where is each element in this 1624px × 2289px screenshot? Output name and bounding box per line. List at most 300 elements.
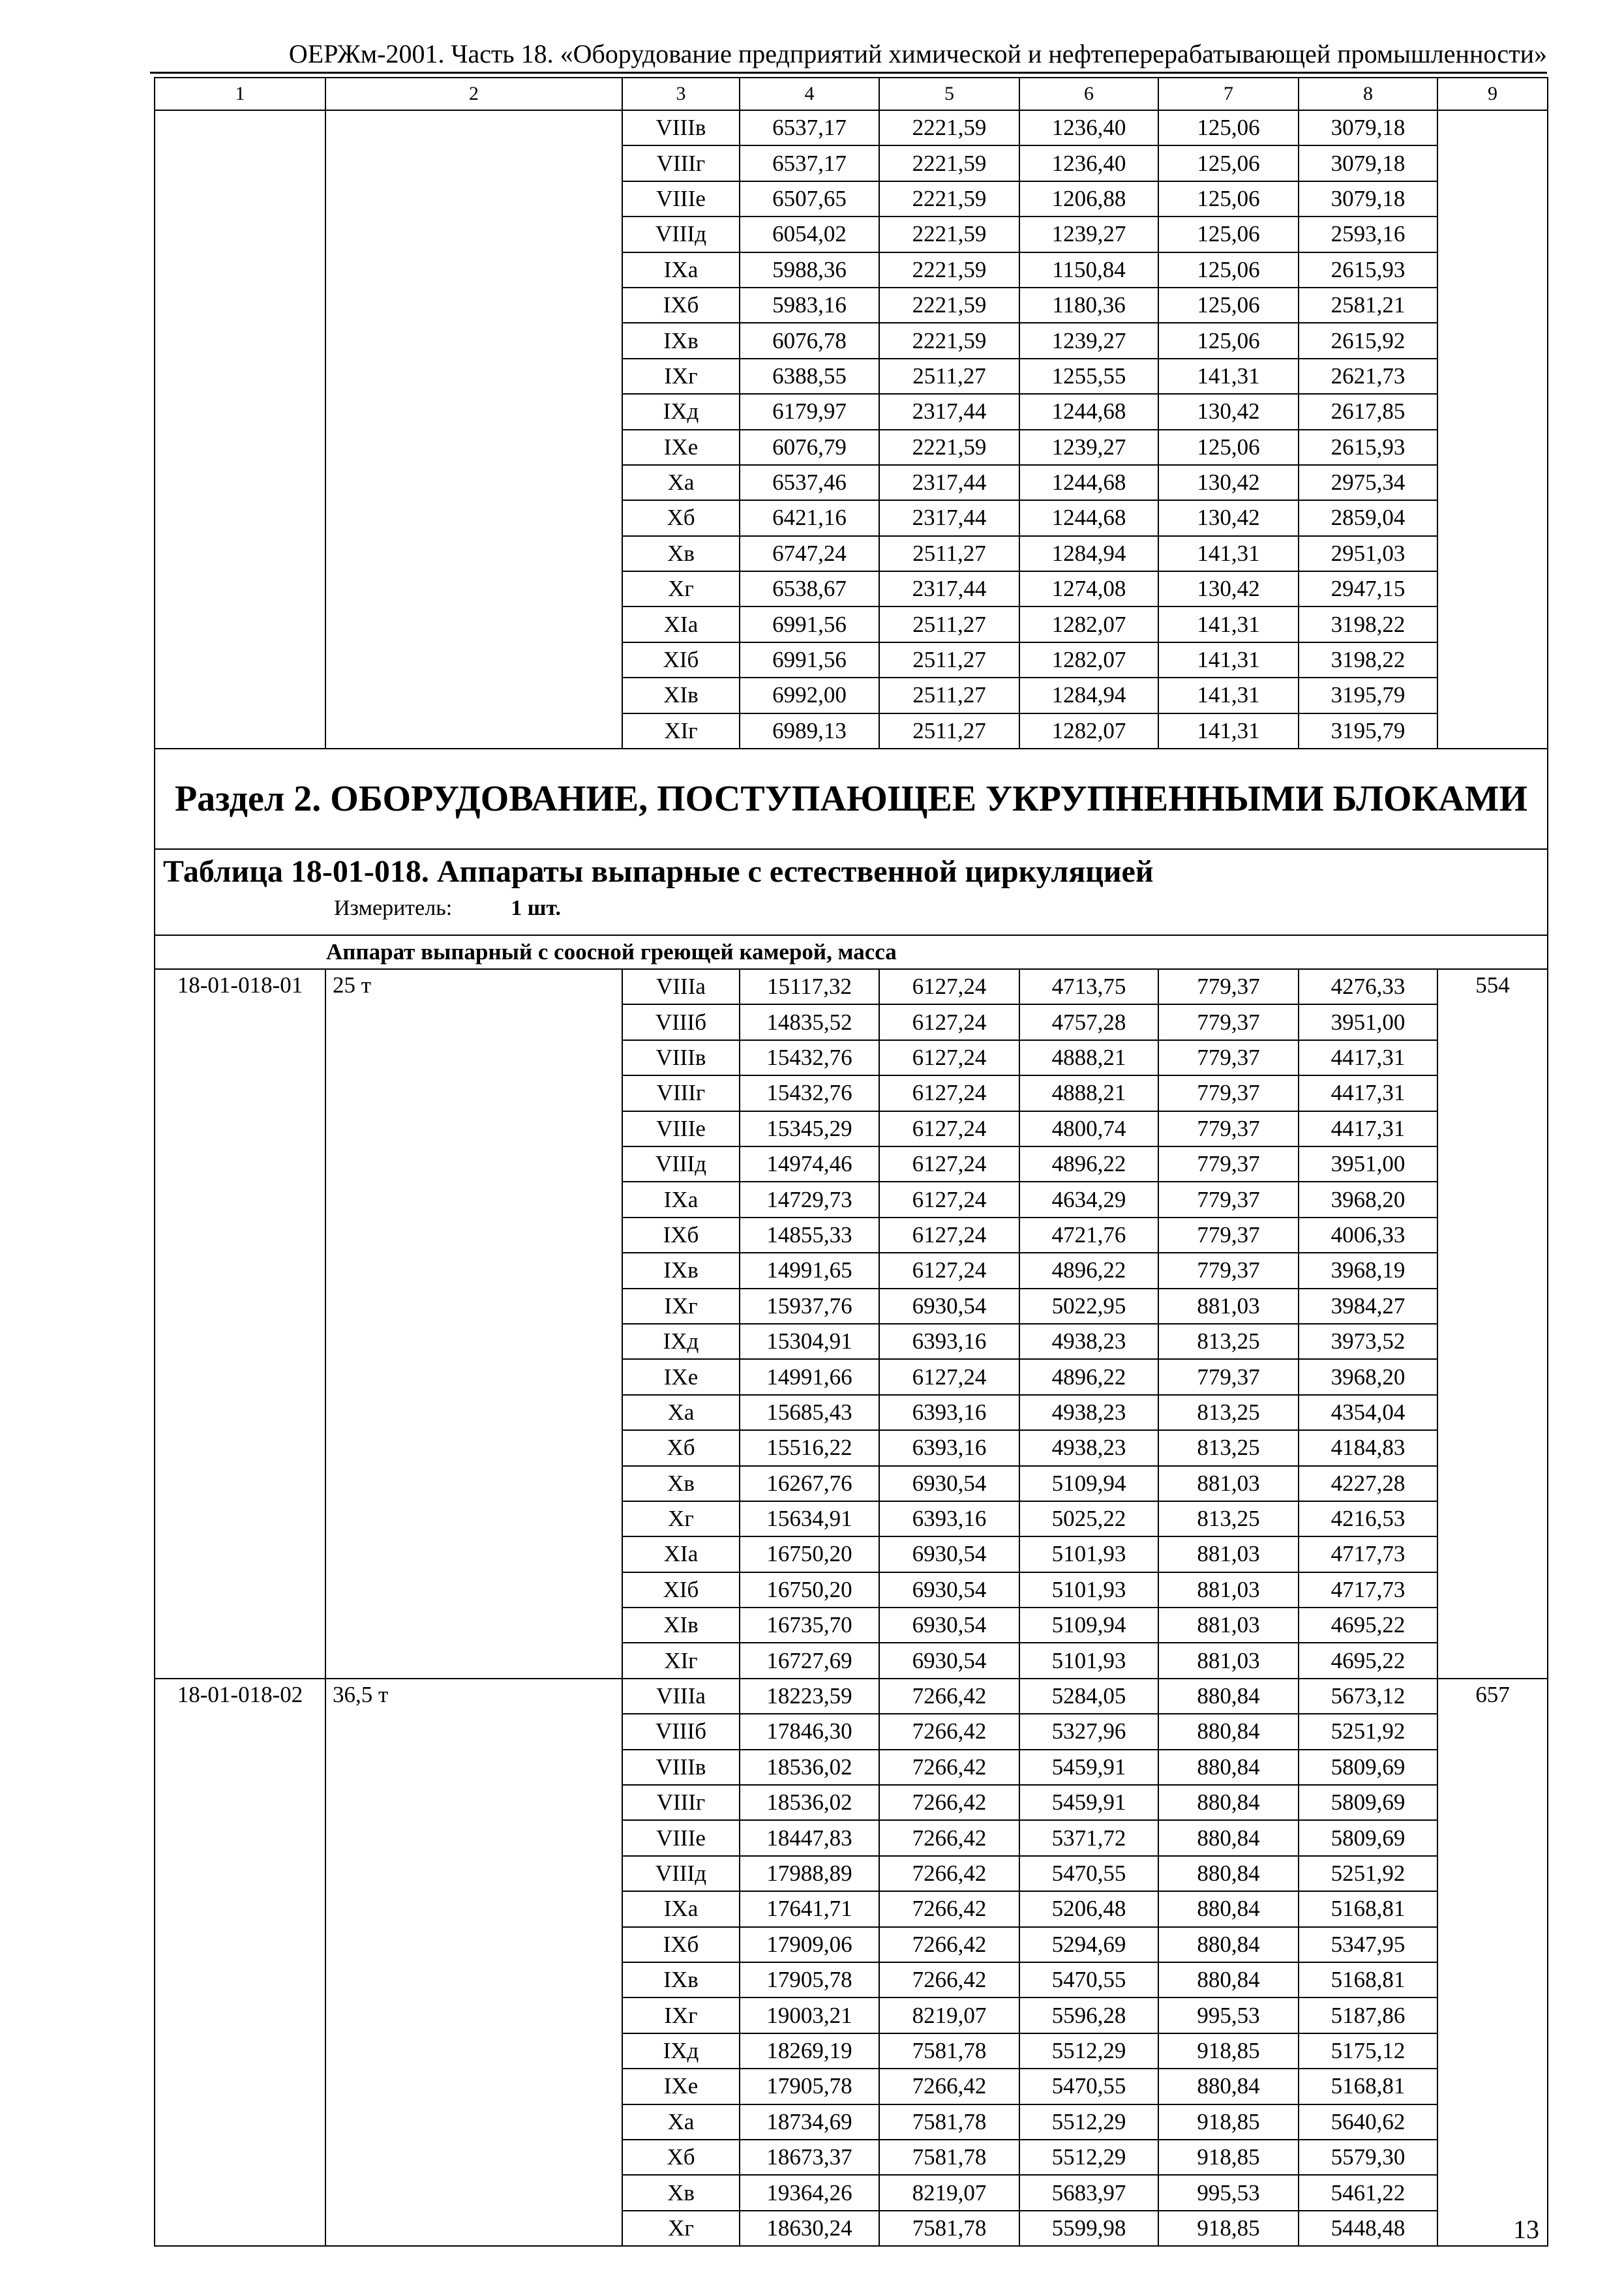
value-cell: 6393,16 [879, 1324, 1019, 1359]
value-cell: 6991,56 [740, 606, 879, 642]
value-cell: 813,25 [1158, 1324, 1299, 1359]
value-cell: 5470,55 [1019, 1856, 1158, 1891]
value-cell: 2221,59 [879, 323, 1019, 358]
value-cell: 2615,93 [1299, 252, 1437, 288]
value-cell: 3968,20 [1299, 1359, 1437, 1394]
value-cell: 6393,16 [879, 1395, 1019, 1430]
value-cell: 3951,00 [1299, 1004, 1437, 1040]
value-cell: 4713,75 [1019, 969, 1158, 1004]
table-row [155, 1679, 1548, 1714]
region-cell: IXг [622, 1289, 740, 1324]
value-cell: 779,37 [1158, 1146, 1299, 1182]
value-cell: 6127,24 [879, 1182, 1019, 1217]
value-cell: 880,84 [1158, 1856, 1299, 1891]
value-cell: 141,31 [1158, 606, 1299, 642]
column-number: 7 [1158, 78, 1299, 110]
value-cell: 6127,24 [879, 1218, 1019, 1253]
value-cell: 15432,76 [740, 1040, 879, 1075]
region-cell: VIIIд [622, 1856, 740, 1891]
region-cell: XIв [622, 1608, 740, 1643]
region-cell: VIIIа [622, 969, 740, 1004]
value-cell: 5512,29 [1019, 2033, 1158, 2069]
value-cell: 14729,73 [740, 1182, 879, 1217]
value-cell: 6127,24 [879, 1111, 1019, 1146]
value-cell: 813,25 [1158, 1501, 1299, 1536]
value-cell: 5101,93 [1019, 1572, 1158, 1608]
table-subtitle: Аппарат выпарный с соосной греющей камерой, масса [155, 935, 1548, 969]
value-cell: 5347,95 [1299, 1927, 1437, 1962]
value-cell: 14991,65 [740, 1253, 879, 1288]
value-cell: 3079,18 [1299, 181, 1437, 217]
value-cell: 880,84 [1158, 1962, 1299, 1997]
value-cell: 779,37 [1158, 969, 1299, 1004]
value-cell: 7266,42 [879, 1785, 1019, 1820]
value-cell: 6393,16 [879, 1501, 1019, 1536]
value-cell: 880,84 [1158, 2069, 1299, 2104]
region-cell: IXб [622, 288, 740, 323]
value-cell: 3984,27 [1299, 1289, 1437, 1324]
value-cell: 125,06 [1158, 181, 1299, 217]
value-cell: 6127,24 [879, 1253, 1019, 1288]
region-cell: VIIIв [622, 110, 740, 145]
col9-cell [1437, 110, 1548, 749]
value-cell: 3198,22 [1299, 606, 1437, 642]
value-cell: 3079,18 [1299, 110, 1437, 145]
value-cell: 880,84 [1158, 1750, 1299, 1785]
region-cell: IXа [622, 1182, 740, 1217]
value-cell: 3968,20 [1299, 1182, 1437, 1217]
region-cell: IXе [622, 2069, 740, 2104]
item-col9: 554 [1437, 969, 1548, 1679]
value-cell: 125,06 [1158, 288, 1299, 323]
value-cell: 19003,21 [740, 1997, 879, 2033]
value-cell: 2615,92 [1299, 323, 1437, 358]
value-cell: 1206,88 [1019, 181, 1158, 217]
value-cell: 881,03 [1158, 1608, 1299, 1643]
value-cell: 779,37 [1158, 1218, 1299, 1253]
value-cell: 1236,40 [1019, 110, 1158, 145]
table-title: Таблица 18-01-018. Аппараты выпарные с естественной циркуляцией [163, 854, 1154, 890]
region-cell: Xа [622, 1395, 740, 1430]
value-cell: 881,03 [1158, 1466, 1299, 1501]
region-cell: XIв [622, 678, 740, 713]
value-cell: 1236,40 [1019, 145, 1158, 181]
value-cell: 5371,72 [1019, 1820, 1158, 1855]
region-cell: VIIIа [622, 1679, 740, 1714]
value-cell: 15937,76 [740, 1289, 879, 1324]
value-cell: 4938,23 [1019, 1324, 1158, 1359]
value-cell: 7581,78 [879, 2140, 1019, 2175]
value-cell: 2221,59 [879, 181, 1019, 217]
value-cell: 880,84 [1158, 1891, 1299, 1926]
value-cell: 141,31 [1158, 678, 1299, 713]
item-mass: 36,5 т [325, 1679, 622, 2246]
value-cell: 6076,78 [740, 323, 879, 358]
value-cell: 1239,27 [1019, 217, 1158, 252]
value-cell: 2317,44 [879, 394, 1019, 429]
value-cell: 4695,22 [1299, 1643, 1437, 1678]
value-cell: 7266,42 [879, 1679, 1019, 1714]
item-code: 18-01-018-02 [155, 1679, 325, 2246]
value-cell: 16750,20 [740, 1536, 879, 1572]
value-cell: 5284,05 [1019, 1679, 1158, 1714]
value-cell: 2511,27 [879, 642, 1019, 678]
value-cell: 995,53 [1158, 1997, 1299, 2033]
value-cell: 6537,17 [740, 145, 879, 181]
column-number: 1 [155, 78, 325, 110]
value-cell: 6930,54 [879, 1608, 1019, 1643]
value-cell: 3198,22 [1299, 642, 1437, 678]
value-cell: 2317,44 [879, 500, 1019, 535]
region-cell: IXа [622, 252, 740, 288]
value-cell: 2617,85 [1299, 394, 1437, 429]
value-cell: 6989,13 [740, 713, 879, 749]
region-cell: IXг [622, 1997, 740, 2033]
region-cell: VIIIе [622, 181, 740, 217]
value-cell: 8219,07 [879, 2175, 1019, 2210]
value-cell: 6747,24 [740, 536, 879, 571]
value-cell: 1239,27 [1019, 430, 1158, 465]
value-cell: 5809,69 [1299, 1820, 1437, 1855]
region-cell: IXб [622, 1927, 740, 1962]
value-cell: 6992,00 [740, 678, 879, 713]
region-cell: XIа [622, 606, 740, 642]
value-cell: 4938,23 [1019, 1395, 1158, 1430]
value-cell: 5673,12 [1299, 1679, 1437, 1714]
value-cell: 3079,18 [1299, 145, 1437, 181]
value-cell: 2511,27 [879, 536, 1019, 571]
region-cell: IXе [622, 430, 740, 465]
region-cell: XIг [622, 713, 740, 749]
value-cell: 7266,42 [879, 1962, 1019, 1997]
value-cell: 1255,55 [1019, 359, 1158, 394]
item-mass: 25 т [325, 969, 622, 1679]
region-cell: IXг [622, 359, 740, 394]
value-cell: 4757,28 [1019, 1004, 1158, 1040]
column-number-row [155, 78, 1548, 110]
value-cell: 2951,03 [1299, 536, 1437, 571]
value-cell: 4695,22 [1299, 1608, 1437, 1643]
region-cell: IXд [622, 2033, 740, 2069]
value-cell: 2975,34 [1299, 465, 1437, 500]
region-cell: Xб [622, 1430, 740, 1465]
region-cell: Xб [622, 500, 740, 535]
value-cell: 2859,04 [1299, 500, 1437, 535]
value-cell: 813,25 [1158, 1430, 1299, 1465]
table-row [155, 110, 1548, 145]
measure-label: Измеритель: [334, 896, 453, 921]
value-cell: 4721,76 [1019, 1218, 1158, 1253]
value-cell: 3968,19 [1299, 1253, 1437, 1288]
value-cell: 779,37 [1158, 1040, 1299, 1075]
value-cell: 6388,55 [740, 359, 879, 394]
value-cell: 4417,31 [1299, 1040, 1437, 1075]
value-cell: 779,37 [1158, 1075, 1299, 1111]
value-cell: 2593,16 [1299, 217, 1437, 252]
value-cell: 15432,76 [740, 1075, 879, 1111]
value-cell: 2615,93 [1299, 430, 1437, 465]
value-cell: 15345,29 [740, 1111, 879, 1146]
value-cell: 16727,69 [740, 1643, 879, 1678]
value-cell: 779,37 [1158, 1253, 1299, 1288]
value-cell: 5206,48 [1019, 1891, 1158, 1926]
region-cell: Xв [622, 2175, 740, 2210]
column-number: 6 [1019, 78, 1158, 110]
value-cell: 15516,22 [740, 1430, 879, 1465]
value-cell: 6930,54 [879, 1572, 1019, 1608]
value-cell: 5109,94 [1019, 1466, 1158, 1501]
value-cell: 7581,78 [879, 2033, 1019, 2069]
value-cell: 5101,93 [1019, 1643, 1158, 1678]
value-cell: 4896,22 [1019, 1146, 1158, 1182]
value-cell: 130,42 [1158, 571, 1299, 606]
value-cell: 1284,94 [1019, 536, 1158, 571]
value-cell: 5683,97 [1019, 2175, 1158, 2210]
value-cell: 6507,65 [740, 181, 879, 217]
column-number: 9 [1437, 78, 1548, 110]
value-cell: 880,84 [1158, 1927, 1299, 1962]
value-cell: 141,31 [1158, 642, 1299, 678]
value-cell: 14855,33 [740, 1218, 879, 1253]
price-table [154, 77, 1548, 2247]
region-cell: Xв [622, 536, 740, 571]
value-cell: 6537,46 [740, 465, 879, 500]
value-cell: 6179,97 [740, 394, 879, 429]
value-cell: 779,37 [1158, 1359, 1299, 1394]
value-cell: 8219,07 [879, 1997, 1019, 2033]
value-cell: 2317,44 [879, 465, 1019, 500]
value-cell: 918,85 [1158, 2104, 1299, 2140]
value-cell: 2947,15 [1299, 571, 1437, 606]
value-cell: 4634,29 [1019, 1182, 1158, 1217]
value-cell: 1282,07 [1019, 713, 1158, 749]
value-cell: 17846,30 [740, 1714, 879, 1749]
value-cell: 2317,44 [879, 571, 1019, 606]
value-cell: 14974,46 [740, 1146, 879, 1182]
value-cell: 130,42 [1158, 465, 1299, 500]
region-cell: XIг [622, 1643, 740, 1678]
value-cell: 4938,23 [1019, 1430, 1158, 1465]
region-cell: IXд [622, 1324, 740, 1359]
section-row [155, 749, 1548, 849]
mass-cell [325, 110, 622, 749]
value-cell: 1282,07 [1019, 606, 1158, 642]
value-cell: 7266,42 [879, 2069, 1019, 2104]
region-cell: VIIIе [622, 1111, 740, 1146]
region-cell: VIIIд [622, 1146, 740, 1182]
value-cell: 5512,29 [1019, 2104, 1158, 2140]
value-cell: 125,06 [1158, 252, 1299, 288]
value-cell: 881,03 [1158, 1536, 1299, 1572]
value-cell: 18630,24 [740, 2211, 879, 2246]
value-cell: 18269,19 [740, 2033, 879, 2069]
value-cell: 881,03 [1158, 1643, 1299, 1678]
value-cell: 1244,68 [1019, 394, 1158, 429]
region-cell: IXд [622, 394, 740, 429]
region-cell: VIIIд [622, 217, 740, 252]
value-cell: 5461,22 [1299, 2175, 1437, 2210]
value-cell: 5809,69 [1299, 1785, 1437, 1820]
value-cell: 6930,54 [879, 1536, 1019, 1572]
value-cell: 918,85 [1158, 2140, 1299, 2175]
column-number: 3 [622, 78, 740, 110]
value-cell: 5512,29 [1019, 2140, 1158, 2175]
value-cell: 6127,24 [879, 1359, 1019, 1394]
value-cell: 2621,73 [1299, 359, 1437, 394]
value-cell: 5187,86 [1299, 1997, 1437, 2033]
value-cell: 18447,83 [740, 1820, 879, 1855]
value-cell: 5327,96 [1019, 1714, 1158, 1749]
value-cell: 6393,16 [879, 1430, 1019, 1465]
table-title-row [155, 849, 1548, 935]
value-cell: 15685,43 [740, 1395, 879, 1430]
value-cell: 5596,28 [1019, 1997, 1158, 2033]
value-cell: 5459,91 [1019, 1785, 1158, 1820]
value-cell: 5168,81 [1299, 1891, 1437, 1926]
region-cell: Xа [622, 465, 740, 500]
value-cell: 5459,91 [1019, 1750, 1158, 1785]
value-cell: 18536,02 [740, 1750, 879, 1785]
value-cell: 6930,54 [879, 1643, 1019, 1678]
value-cell: 6054,02 [740, 217, 879, 252]
value-cell: 813,25 [1158, 1395, 1299, 1430]
value-cell: 1284,94 [1019, 678, 1158, 713]
region-cell: Xв [622, 1466, 740, 1501]
region-cell: Xг [622, 571, 740, 606]
region-cell: Xг [622, 2211, 740, 2246]
value-cell: 5175,12 [1299, 2033, 1437, 2069]
value-cell: 7266,42 [879, 1750, 1019, 1785]
value-cell: 7266,42 [879, 1820, 1019, 1855]
value-cell: 5101,93 [1019, 1536, 1158, 1572]
subtitle-row [155, 935, 1548, 969]
value-cell: 16735,70 [740, 1608, 879, 1643]
value-cell: 17909,06 [740, 1927, 879, 1962]
region-cell: VIIIв [622, 1040, 740, 1075]
value-cell: 918,85 [1158, 2211, 1299, 2246]
value-cell: 1180,36 [1019, 288, 1158, 323]
value-cell: 18536,02 [740, 1785, 879, 1820]
value-cell: 17905,78 [740, 2069, 879, 2104]
value-cell: 3195,79 [1299, 713, 1437, 749]
value-cell: 16750,20 [740, 1572, 879, 1608]
item-code: 18-01-018-01 [155, 969, 325, 1679]
value-cell: 141,31 [1158, 536, 1299, 571]
value-cell: 4717,73 [1299, 1572, 1437, 1608]
value-cell: 5640,62 [1299, 2104, 1437, 2140]
column-number: 2 [325, 78, 622, 110]
value-cell: 7266,42 [879, 1856, 1019, 1891]
value-cell: 6538,67 [740, 571, 879, 606]
value-cell: 881,03 [1158, 1289, 1299, 1324]
value-cell: 779,37 [1158, 1004, 1299, 1040]
value-cell: 7581,78 [879, 2211, 1019, 2246]
header-rule [150, 72, 1547, 74]
value-cell: 2221,59 [879, 110, 1019, 145]
value-cell: 5470,55 [1019, 2069, 1158, 2104]
value-cell: 4888,21 [1019, 1040, 1158, 1075]
region-cell: XIа [622, 1536, 740, 1572]
value-cell: 4006,33 [1299, 1218, 1437, 1253]
region-cell: XIб [622, 1572, 740, 1608]
value-cell: 2221,59 [879, 288, 1019, 323]
value-cell: 5988,36 [740, 252, 879, 288]
value-cell: 125,06 [1158, 145, 1299, 181]
value-cell: 3973,52 [1299, 1324, 1437, 1359]
region-cell: IXе [622, 1359, 740, 1394]
region-cell: XIб [622, 642, 740, 678]
value-cell: 4717,73 [1299, 1536, 1437, 1572]
region-cell: Xб [622, 2140, 740, 2175]
value-cell: 125,06 [1158, 430, 1299, 465]
value-cell: 6076,79 [740, 430, 879, 465]
value-cell: 5809,69 [1299, 1750, 1437, 1785]
value-cell: 5983,16 [740, 288, 879, 323]
value-cell: 17988,89 [740, 1856, 879, 1891]
value-cell: 15304,91 [740, 1324, 879, 1359]
value-cell: 2511,27 [879, 606, 1019, 642]
value-cell: 5168,81 [1299, 1962, 1437, 1997]
value-cell: 4184,83 [1299, 1430, 1437, 1465]
region-cell: VIIIб [622, 1004, 740, 1040]
value-cell: 880,84 [1158, 1714, 1299, 1749]
value-cell: 918,85 [1158, 2033, 1299, 2069]
table-title-cell [155, 849, 1548, 935]
value-cell: 881,03 [1158, 1572, 1299, 1608]
value-cell: 125,06 [1158, 323, 1299, 358]
value-cell: 7266,42 [879, 1927, 1019, 1962]
region-cell: IXа [622, 1891, 740, 1926]
value-cell: 5022,95 [1019, 1289, 1158, 1324]
running-header: ОЕРЖм-2001. Часть 18. «Оборудование предприятий химической и нефтеперерабатывающей промышленности» [288, 39, 1547, 68]
region-cell: IXв [622, 1962, 740, 1997]
page-number: 13 [1513, 2215, 1539, 2244]
value-cell: 6930,54 [879, 1289, 1019, 1324]
value-cell: 18673,37 [740, 2140, 879, 2175]
column-number: 8 [1299, 78, 1437, 110]
region-cell: IXб [622, 1218, 740, 1253]
value-cell: 6991,56 [740, 642, 879, 678]
value-cell: 2221,59 [879, 145, 1019, 181]
region-cell: VIIIг [622, 1075, 740, 1111]
value-cell: 5599,98 [1019, 2211, 1158, 2246]
value-cell: 5251,92 [1299, 1856, 1437, 1891]
value-cell: 880,84 [1158, 1785, 1299, 1820]
region-cell: IXв [622, 323, 740, 358]
value-cell: 1239,27 [1019, 323, 1158, 358]
value-cell: 141,31 [1158, 713, 1299, 749]
value-cell: 4216,53 [1299, 1501, 1437, 1536]
region-cell: VIIIг [622, 1785, 740, 1820]
value-cell: 7266,42 [879, 1714, 1019, 1749]
value-cell: 2581,21 [1299, 288, 1437, 323]
value-cell: 18223,59 [740, 1679, 879, 1714]
region-cell: Xг [622, 1501, 740, 1536]
value-cell: 130,42 [1158, 500, 1299, 535]
code-cell [155, 110, 325, 749]
value-cell: 5168,81 [1299, 2069, 1437, 2104]
value-cell: 2511,27 [879, 713, 1019, 749]
value-cell: 880,84 [1158, 1820, 1299, 1855]
value-cell: 3951,00 [1299, 1146, 1437, 1182]
value-cell: 4888,21 [1019, 1075, 1158, 1111]
value-cell: 3195,79 [1299, 678, 1437, 713]
item-col9: 657 [1437, 1679, 1548, 2246]
value-cell: 16267,76 [740, 1466, 879, 1501]
measure-line [163, 891, 1539, 925]
value-cell: 5025,22 [1019, 1501, 1158, 1536]
table-row [155, 969, 1548, 1004]
